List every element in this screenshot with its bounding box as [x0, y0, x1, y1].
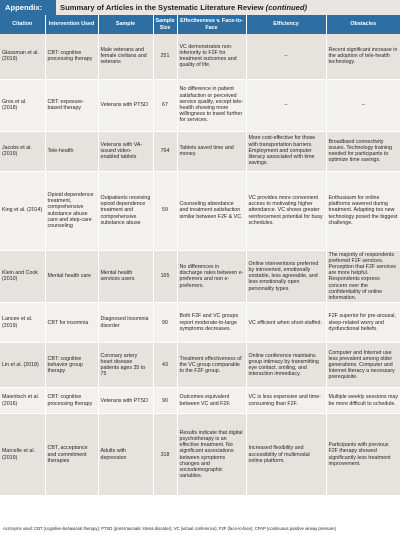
table-title-continued: (continued)	[265, 3, 308, 12]
table-row	[0, 303, 400, 343]
obstacles-cell: F2F superior for pre-arousal, sleep-related worry and dysfunctional beliefs.	[326, 303, 400, 343]
column-header-sample: Sample	[98, 15, 153, 34]
sample-cell: Male veterans and female civilians and veterans	[98, 34, 153, 79]
effectiveness-cell: Outcomes equivalent between VC and F2F.	[177, 388, 246, 414]
intervention-cell: CBT: cognitive behavior group therapy	[45, 343, 98, 388]
citation-cell: Lancee et al. (2019)	[0, 303, 45, 343]
effectiveness-cell: No difference in patient satisfaction or perceived service quality, except tele-health showing more willingness to travel further for services.	[177, 79, 246, 131]
intervention-cell: CBT: cognitive processing therapy	[45, 388, 98, 414]
effectiveness-cell: Treatment effectiveness of the VC group comparable to the F2F group.	[177, 343, 246, 388]
efficiency-cell: VC provides more convenient access to motivating higher attendance. VC shows greater reinforcement potential for busy schedules.	[246, 171, 326, 250]
effectiveness-cell: Results indicate that digital psychotherapy is an effective treatment. No significant associations between symptoms changes and sociodemographic variables.	[177, 414, 246, 496]
obstacles-cell: Participants with previous F2F therapy showed significantly less treatment improvement.	[326, 414, 400, 496]
sample-cell: Outpatients receiving opioid dependence treatment and comprehensive substance abuse	[98, 171, 153, 250]
table-title	[60, 0, 307, 15]
sample-cell: Veterans with PTSD	[98, 388, 153, 414]
efficiency-cell: VC is less expensive and time-consuming than F2F.	[246, 388, 326, 414]
intervention-cell: Mental health care	[45, 250, 98, 303]
citation-cell: Maieritsch et al. (2016)	[0, 388, 45, 414]
table-row	[0, 250, 400, 303]
citation-cell: Glassman et al. (2019)	[0, 34, 45, 79]
table-row	[0, 171, 400, 250]
obstacles-cell: Computer and Internet use less prevalent among older generations. Computer and Internet literacy a necessary prerequisite.	[326, 343, 400, 388]
efficiency-cell: Online interventions preferred by introverted, emotionally unstable, less agreeable, and less emotionally open personality types.	[246, 250, 326, 303]
efficiency-cell: VC efficient when short-staffed.	[246, 303, 326, 343]
column-header-sample-size: Sample Size	[153, 15, 177, 34]
table-row	[0, 414, 400, 496]
literature-review-table	[0, 15, 400, 496]
sample-cell: Veterans with VA-issued video-enabled tablets	[98, 131, 153, 171]
column-header-obstacles: Obstacles	[326, 15, 400, 34]
sample-cell: Adults with depression	[98, 414, 153, 496]
table-row	[0, 79, 400, 131]
table-header-row	[0, 15, 400, 34]
table-row	[0, 131, 400, 171]
column-header-intervention: Intervention Used	[45, 15, 98, 34]
table-title-main: Summary of Articles in the Systematic Literature Review	[60, 3, 266, 12]
sample-size-cell: 318	[153, 414, 177, 496]
sample-cell: Mental health services users	[98, 250, 153, 303]
sample-cell: Diagnosed insomnia disorder	[98, 303, 153, 343]
effectiveness-cell: Counseling attendance and treatment satisfaction similar between F2F & VC.	[177, 171, 246, 250]
citation-cell: Klein and Cook (2010)	[0, 250, 45, 303]
obstacles-cell: Recent significant increase in the adoption of tele-health technology.	[326, 34, 400, 79]
efficiency-cell: –	[246, 34, 326, 79]
intervention-cell: CBT, acceptance and commitment therapies	[45, 414, 98, 496]
appendix-tag: Appendix:	[0, 0, 56, 15]
sample-cell: Coronary artery heart disease patients ages 35 to 75	[98, 343, 153, 388]
effectiveness-cell: Both F2F and VC groups report moderate-to-large symptoms decreases.	[177, 303, 246, 343]
sample-size-cell: 764	[153, 131, 177, 171]
efficiency-cell: –	[246, 79, 326, 131]
table-row	[0, 343, 400, 388]
intervention-cell: CBT: exposure-based therapy	[45, 79, 98, 131]
citation-cell: Jacobs et al. (2019)	[0, 131, 45, 171]
sample-size-cell: 90	[153, 388, 177, 414]
effectiveness-cell: Tablets saved time and money.	[177, 131, 246, 171]
citation-cell: Lin et al. (2018)	[0, 343, 45, 388]
sample-size-cell: 90	[153, 303, 177, 343]
obstacles-cell: –	[326, 79, 400, 131]
intervention-cell: CBT: cognitive processing therapy	[45, 34, 98, 79]
sample-size-cell: 165	[153, 250, 177, 303]
efficiency-cell: Increased flexibility and accessibility of multimodal online platform.	[246, 414, 326, 496]
intervention-cell: CBT for insomnia	[45, 303, 98, 343]
obstacles-cell: The majority of respondents preferred F2F services. Perception that F2F services are more helpful. Respondents express concern over the confidentiality of online information.	[326, 250, 400, 303]
sample-size-cell: 59	[153, 171, 177, 250]
obstacles-cell: Enthusiasm for online platforms wavered during treatment. Adapting too new technology posed the biggest challenge.	[326, 171, 400, 250]
column-header-efficiency: Efficiency	[246, 15, 326, 34]
table-row	[0, 34, 400, 79]
acronyms-footnote: Acronyms used: CBT (cognitive-behavioral therapy); PTSD (post-traumatic stress disorder); VC (virtual conference); F2F (face-to-face); CPAP (continuous positive airway pressure)	[3, 526, 337, 531]
column-header-effectiveness: Effectiveness v. Face-to-Face	[177, 15, 246, 34]
appendix-banner	[0, 0, 400, 15]
sample-size-cell: 43	[153, 343, 177, 388]
effectiveness-cell: VC demonstrates non-inferiority to F2F for treatment outcomes and quality of life.	[177, 34, 246, 79]
efficiency-cell: More cost-effective for those with transportation barriers. Employment and computer literacy associated with time savings.	[246, 131, 326, 171]
citation-cell: King et al. (2014)	[0, 171, 45, 250]
table-row	[0, 388, 400, 414]
column-header-citation: Citation	[0, 15, 45, 34]
efficiency-cell: Online conference maintains group intimacy by transmitting eye contact, smiling, and interaction immediacy.	[246, 343, 326, 388]
sample-cell: Veterans with PTSD	[98, 79, 153, 131]
citation-cell: Marcelle et al. (2019)	[0, 414, 45, 496]
obstacles-cell: Broadband connectivity issues. Technology training needed for participants to optimize time savings.	[326, 131, 400, 171]
sample-size-cell: 67	[153, 79, 177, 131]
sample-size-cell: 251	[153, 34, 177, 79]
obstacles-cell: Multiple weekly sessions may be more difficult to schedule.	[326, 388, 400, 414]
citation-cell: Gros et al. (2018)	[0, 79, 45, 131]
intervention-cell: Opioid dependence treatment, comprehensive substance abuse care and step-care counseling	[45, 171, 98, 250]
intervention-cell: Tele-health	[45, 131, 98, 171]
effectiveness-cell: No differences in discharge rates between e-preferrers and non e-preferrers.	[177, 250, 246, 303]
